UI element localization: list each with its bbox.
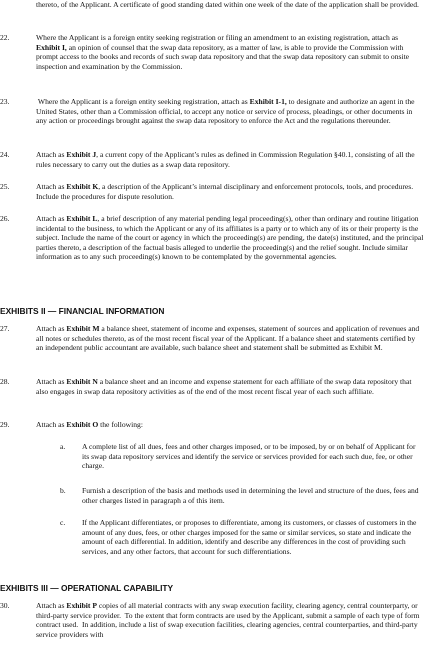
exhibit-label: Exhibit K — [66, 182, 99, 191]
item-text: Attach as Exhibit O the following: — [36, 420, 143, 429]
item-number: 23. — [0, 97, 10, 106]
item-number: 26. — [0, 214, 10, 223]
item-text: Attach as Exhibit P copies of all material contracts with any swap execution facility, clearing agency, central counterparty, or third-party service provider. To the extent that form contracts are used by the Applicant, submit a sample of each type of form contract used. In addition, include a list of swap execution facilities, clearing agencies, central counterparties, and third-party service providers with — [36, 601, 422, 639]
item-number: 25. — [0, 182, 10, 191]
item-number: 28. — [0, 377, 10, 386]
subitem-letter: a. — [60, 442, 66, 451]
section-heading-financial: EXHIBITS II — FINANCIAL INFORMATION — [0, 306, 165, 316]
item-number: 22. — [0, 33, 10, 42]
item-text: Attach as Exhibit M a balance sheet, statement of income and expenses, statement of sources and application of revenues and all notes or schedules thereto, as of the most recent fiscal year of the Applicant. If a balance sheet and statements certified by an independent public accountant are available, such balance sheet and statement shall be submitted as Exhibit M. — [36, 324, 420, 353]
subitem-text: Furnish a description of the basis and methods used in determining the level and structure of the dues, fees and other charges listed in paragraph a of this item. — [82, 486, 419, 505]
section-heading-operational: EXHIBITS III — OPERATIONAL CAPABILITY — [0, 583, 174, 593]
item-text: Attach as Exhibit N a balance sheet and an income and expense statement for each affiliate of the swap data repository that also engages in swap data repository activities as of the end of the most recent fiscal year of each such affiliate. — [36, 377, 412, 396]
exhibit-label: Exhibit N — [66, 377, 98, 386]
exhibit-label: Exhibit O — [66, 420, 99, 429]
subitem-letter: c. — [60, 518, 66, 527]
exhibit-label: Exhibit I, — [36, 42, 67, 52]
subitem-letter: b. — [60, 486, 66, 495]
exhibit-label: Exhibit L — [66, 214, 98, 223]
exhibit-label: Exhibit M — [66, 324, 100, 333]
item-number: 24. — [0, 150, 10, 159]
exhibit-label: Exhibit I-1, — [249, 97, 287, 106]
item-number: 30. — [0, 601, 10, 610]
subitem-text: If the Applicant differentiates, or proposes to differentiate, among its customers, or classes of customers in the amount of any dues, fees, or other charges imposed for the same or similar services, so state and indicate the amount of each differential. In addition, identify and describe any differences in the cost of providing such services, and any other factors, that account for such differentiations. — [82, 518, 417, 556]
item-text: Where the Applicant is a foreign entity seeking registration or filing an amendment to an existing registration, attach as Exhibit I, an opinion of counsel that the swap data repository, as a matter of law, is able to provide the Commission with prompt access to the books and records of such swap data repository and that the swap data repository can submit to onsite inspection and examination by the Commission. — [36, 33, 410, 71]
exhibit-label: Exhibit P — [66, 601, 97, 610]
item-text: Where the Applicant is a foreign entity seeking registration, attach as Exhibit I-1, to designate and authorize an agent in the United States, other than a Commission official, to accept any notice or service of process, pleadings, or other documents in any action or proceedings brought against the swap data repository to enforce the Act and the regulations thereunder. — [36, 97, 417, 126]
item-text: Attach as Exhibit K, a description of the Applicant’s internal disciplinary and enforcement protocols, tools, and procedures. Include the procedures for dispute resolution. — [36, 182, 414, 201]
item-text: Attach as Exhibit J, a current copy of the Applicant’s rules as defined in Commission Regulation §40.1, consisting of all the rules necessary to carry out the duties as a swap data repository. — [36, 150, 415, 169]
item-text: Attach as Exhibit L, a brief description of any material pending legal proceeding(s), other than ordinary and routine litigation incidental to the business, to which the Applicant or any of its affiliates is a party or to which any of its or their property is the subject. Include the name of the court or agency in which the proceeding(s) are pending, the date(s) instituted, and the principal parties thereto, a description of the factual basis alleged to underlie the proceeding(s) and the relief sought. Include similar information as to any such proceeding(s) known to be contemplated by the governmental agencies. — [36, 214, 424, 262]
item-number: 29. — [0, 420, 10, 429]
lead-text: thereto, of the Applicant. A certificate of good standing dated within one week of the date of the application shall be provided. — [36, 0, 419, 9]
exhibit-label: Exhibit J — [66, 150, 97, 159]
item-number: 27. — [0, 324, 10, 333]
subitem-text: A complete list of all dues, fees and other charges imposed, or to be imposed, by or on behalf of Applicant for its swap data repository services and identify the service or services provided for each such due, fee, or other charge. — [82, 442, 416, 471]
